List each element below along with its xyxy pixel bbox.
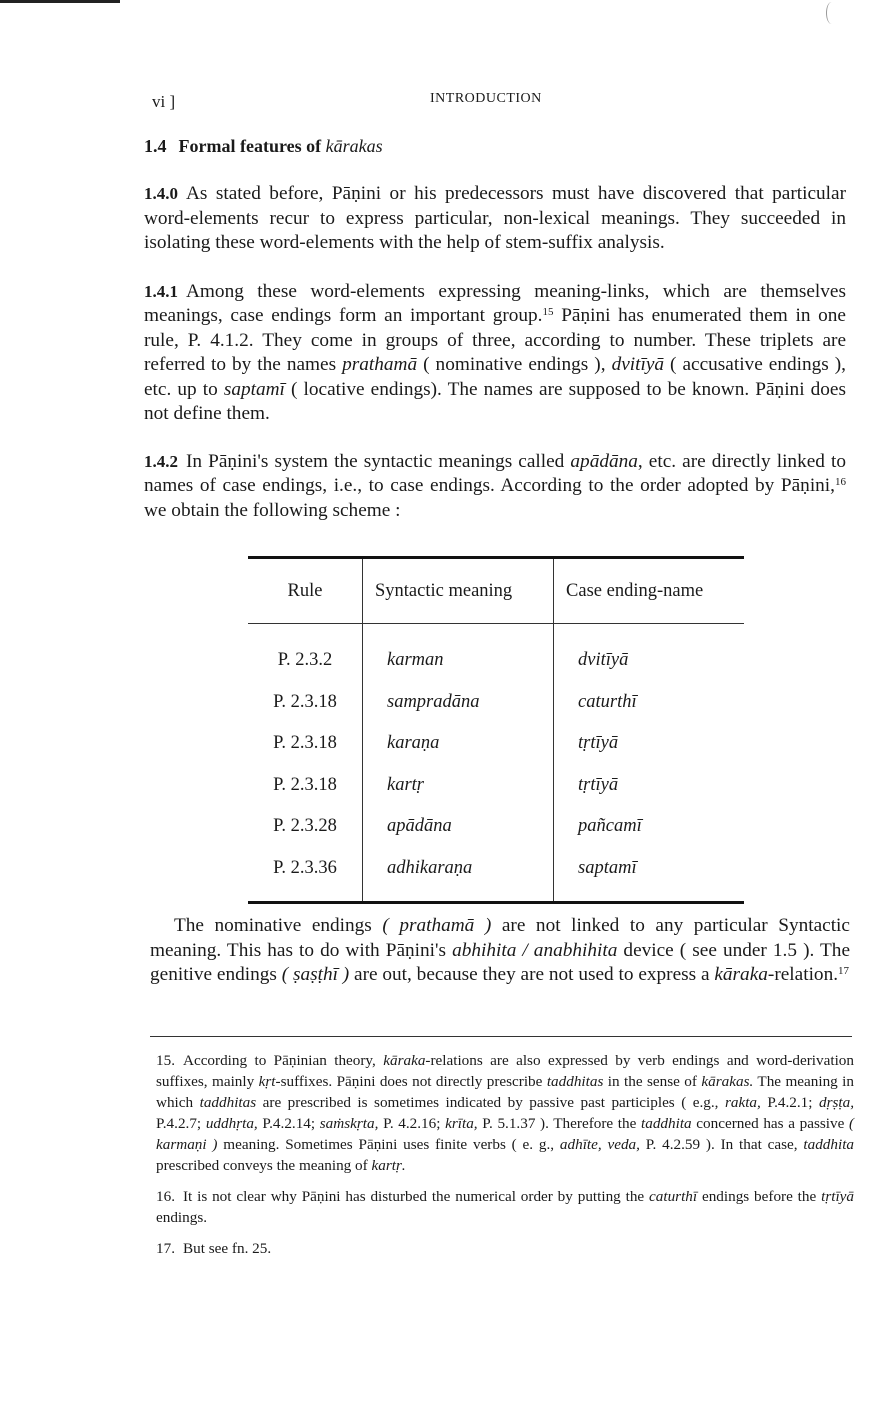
footnote-rule [150,1036,852,1037]
footnote-number: 17. [156,1240,175,1257]
paragraph-text: -relation. [767,964,839,985]
paragraph-text: are not linked to any particular Syntactic meaning. This has to do with Pāṇini's [150,915,850,961]
table-row [248,848,744,903]
term-prathama: prathamā [342,354,418,375]
term-prathama: ( prathamā ) [382,915,492,936]
section-heading [144,136,846,157]
paragraph-1-4-1 [144,280,846,427]
paragraph-nominative-note [150,914,850,988]
footnotes [156,1050,854,1269]
footnote-term: saṁskṛta, [319,1115,379,1132]
paragraph-1-4-0 [144,182,846,256]
cell-ending: saptamī [554,848,744,903]
term-abhihita: abhihita / anabhihita [452,939,618,961]
footnote-text: are prescribed is sometimes indicated by passive past participles ( e.g., [256,1094,725,1111]
term-dvitiya: dvitīyā [611,354,665,375]
cell-ending: tṛtīyā [554,723,744,765]
footnote-text: -suffixes. Pāṇini does not directly prescribe [275,1073,547,1090]
page-header [144,88,846,114]
footnote-text: P. 5.1.37 ). Therefore the [477,1115,641,1132]
footnote-text: P. 4.2.59 ). In that case, [639,1136,804,1153]
footnote-term: tṛtīyā [821,1188,854,1205]
footnote-term: taddhita [803,1136,855,1153]
cell-rule: P. 2.3.18 [273,691,337,712]
corner-scan-mark [826,2,837,24]
paragraph-text: we obtain the following scheme : [144,499,401,521]
footnote-text: But see fn. 25. [182,1240,272,1257]
section-title-text: Formal features of [178,136,322,156]
footnote-text: endings. [156,1209,208,1226]
paragraph-text: In Pāṇini's system the syntactic meanings called [186,450,571,472]
cell-rule: P. 2.3.18 [273,733,337,754]
footnote-term: rakta, [724,1094,761,1111]
paragraph-text: As stated before, Pāṇini or his predecessors must have discovered that particular word-elements recur to express particular, non-lexical meanings. They succeeded in isolating these word-elements with the help of stem-suffix analysis. [144,183,846,253]
footnote-term: uddhṛta, [205,1115,258,1132]
column-header-rule: Rule [287,580,323,601]
table-row [248,682,744,724]
table-row [248,806,744,848]
column-header-syntactic-meaning: Syntactic meaning [363,558,554,624]
paragraph-text: Among these word-elements expressing meaning-links, which are themselves meanings, case endings form an important group. [144,280,846,326]
page-body [144,88,855,1257]
term-karaka: kāraka [714,964,768,985]
footnote-term: taddhitas [546,1073,604,1090]
footnote-term: taddhitas [199,1094,257,1111]
footnote-text: According to Pāṇinian theory, [182,1052,384,1069]
footnote-15 [156,1050,854,1176]
footnote-term: krīta, [445,1115,478,1132]
paragraph-text: ( nominative endings ), [417,354,612,375]
footnote-text: meaning. Sometimes Pāṇini uses finite verbs ( e. g., [217,1136,560,1153]
cell-ending: tṛtīyā [554,765,744,807]
footnote-text: concerned has a passive [691,1115,849,1132]
cell-meaning: karman [363,624,554,682]
footnote-text: prescribed conveys the meaning of [156,1157,372,1174]
footnote-ref-15[interactable]: 15 [542,306,554,318]
paragraph-text: The nominative endings [174,915,383,936]
term-apadana: apādāna [570,450,638,472]
cell-rule: P. 2.3.18 [273,774,337,795]
cell-rule: P. 2.3.28 [273,816,337,837]
footnote-term: caturthī [649,1188,698,1205]
footnote-term: kartṛ. [371,1157,406,1174]
paragraph-text: , etc. are directly linked to names of case endings, i.e., to case endings. According to the order adopted by Pāṇini, [144,450,846,496]
footnote-text: It is not clear why Pāṇini has disturbed the numerical order by putting the [182,1188,650,1205]
footnote-text: endings before the [697,1188,822,1205]
footnote-ref-17[interactable]: 17 [838,965,850,977]
footnote-term: kāraka [383,1052,426,1069]
footnote-17 [156,1238,854,1259]
term-saptami: saptamī [223,378,285,400]
paragraph-text: are out, because they are not used to express a [349,964,715,985]
table-row [248,624,744,682]
table-row [248,765,744,807]
paragraph-number: 1.4.2 [144,451,178,471]
footnote-term: ( karmaṇi ) [156,1115,855,1153]
footnote-text: in the sense of [603,1073,702,1090]
cell-ending: pañcamī [554,806,744,848]
footnote-term: kārakas. [701,1073,754,1090]
footnote-text: -relations are also expressed by verb endings and word-derivation suffixes, mainly [156,1052,854,1090]
cell-meaning: karaṇa [363,723,554,765]
cell-ending: caturthī [554,682,744,724]
top-edge-line [0,0,120,3]
karaka-scheme-table [248,556,744,904]
cell-rule: P. 2.3.36 [273,857,337,878]
table-header-row [248,558,744,624]
table-row [248,723,744,765]
paragraph-text: Pāṇini has enumerated them in one rule, P. 4.1.2. They come in groups of three, according to number. These triplets are referred to by the names [144,305,846,375]
running-title: INTRODUCTION [430,91,542,106]
paragraph-1-4-2 [144,450,846,524]
cell-meaning: sampradāna [363,682,554,724]
cell-meaning: apādāna [363,806,554,848]
footnote-text: P.4.2.14; [257,1115,320,1132]
term-sasthi: ( ṣaṣṭhī ) [281,964,350,985]
section-title-italic: kārakas [325,136,383,156]
footnote-term: adhīte, veda, [559,1136,640,1153]
column-header-case-ending: Case ending-name [554,558,744,624]
footnote-term: dṛṣṭa, [818,1094,854,1111]
paragraph-text: ( accusative endings ), etc. up to [144,354,846,400]
paragraph-number: 1.4.0 [144,184,178,203]
footnote-ref-16[interactable]: 16 [835,476,846,488]
footnote-number: 16. [156,1188,175,1205]
cell-meaning: adhikaraṇa [363,848,554,903]
footnote-term: kṛt [258,1073,276,1090]
footnote-16 [156,1186,854,1228]
footnote-text: P. 4.2.16; [378,1115,446,1132]
paragraph-number: 1.4.1 [144,281,178,301]
footnote-text: The meaning in which [156,1073,854,1111]
cell-rule: P. 2.3.2 [277,650,333,671]
footnote-term: taddhita [641,1115,692,1132]
cell-ending: dvitīyā [554,624,744,682]
section-number: 1.4 [144,136,167,156]
paragraph-text: device ( see under 1.5 ). The genitive endings [150,939,851,985]
footnote-text: P.4.2.1; [760,1094,819,1111]
footnote-text: P.4.2.7; [156,1115,206,1132]
cell-meaning: kartṛ [363,765,554,807]
footnote-number: 15. [156,1052,175,1069]
page-folio: vi ] [152,92,176,111]
paragraph-text: ( locative endings). The names are supposed to be known. Pāṇini does not define them. [144,378,846,424]
